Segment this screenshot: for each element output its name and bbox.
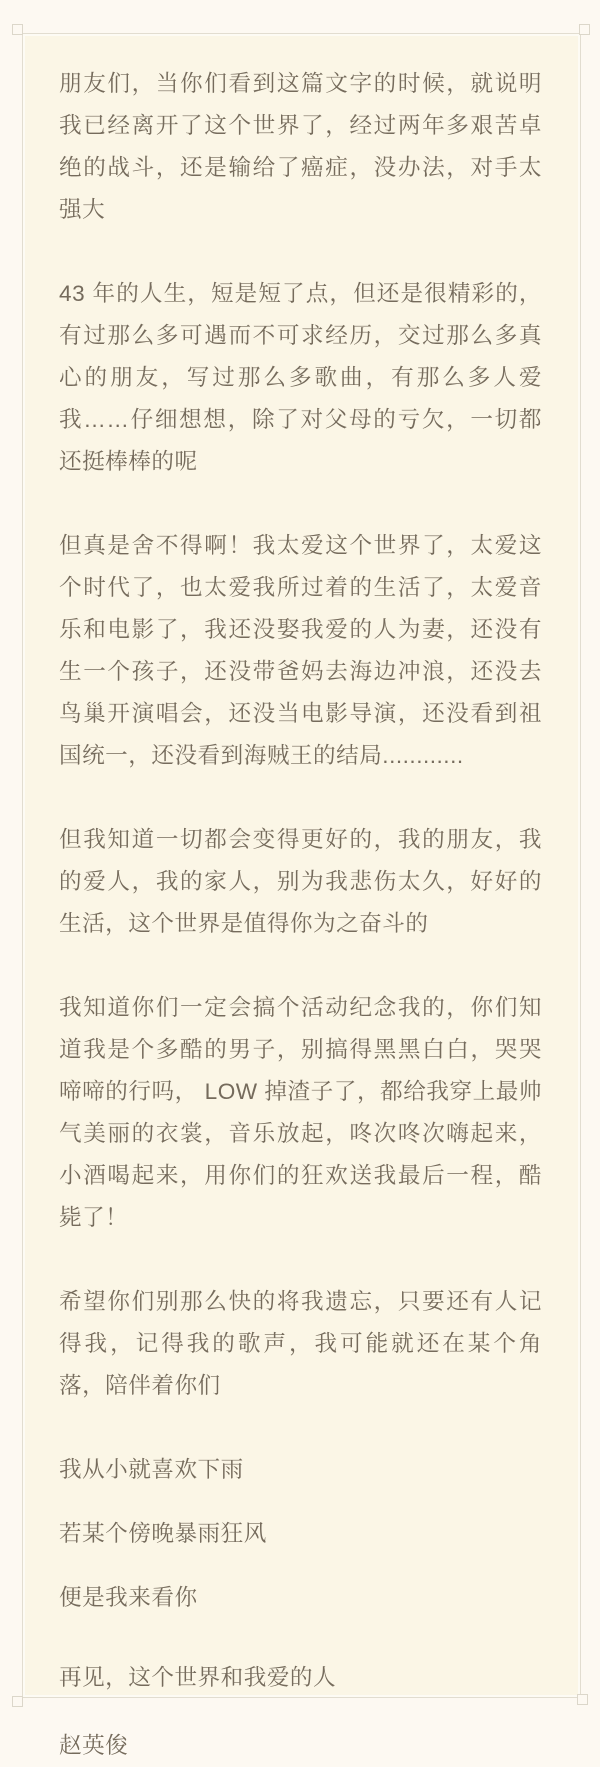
letter-paragraph: 我知道你们一定会搞个活动纪念我的，你们知道我是个多酷的男子，别搞得黑黑白白，哭哭啼啼的行吗， LOW 掉渣子了，都给我穿上最帅气美丽的衣裳，音乐放起，咚次咚次嗨起来，小酒喝起来，用你们的狂欢送我最后一程，酷毙了！ — [59, 995, 542, 1230]
letter-paragraph: 43 年的人生，短是短了点，但还是很精彩的，有过那么多可遇而不可求经历，交过那么多真心的朋友，写过那么多歌曲，有那么多人爱我……仔细想想，除了对父母的亏欠，一切都还挺棒棒的呢 — [59, 281, 542, 474]
corner-handle-bottom-left — [12, 1696, 23, 1707]
corner-handle-bottom-right — [577, 1694, 588, 1705]
letter-poem-line: 若某个傍晚暴雨狂风 — [59, 1521, 267, 1546]
letter-paragraph: 但我知道一切都会变得更好的，我的朋友，我的爱人，我的家人，别为我悲伤太久，好好的生活，这个世界是值得你为之奋斗的 — [59, 827, 542, 936]
corner-handle-top-right — [579, 24, 590, 35]
letter-paragraph: 朋友们，当你们看到这篇文字的时候，就说明我已经离开了这个世界了，经过两年多艰苦卓绝的战斗，还是输给了癌症，没办法，对手太强大 — [59, 71, 542, 222]
letter-poem-line: 便是我来看你 — [59, 1585, 198, 1610]
letter-paragraph: 希望你们别那么快的将我遗忘，只要还有人记得我，记得我的歌声，我可能就还在某个角落，陪伴着你们 — [59, 1289, 542, 1398]
letter-farewell-line: 再见，这个世界和我爱的人 — [59, 1665, 337, 1690]
letter-poem-line: 我从小就喜欢下雨 — [59, 1457, 244, 1482]
corner-handle-top-left — [12, 24, 23, 35]
letter-paragraph: 但真是舍不得啊！我太爱这个世界了，太爱这个时代了，也太爱我所过着的生活了，太爱音乐和电影了，我还没娶我爱的人为妻，还没有生一个孩子，还没带爸妈去海边冲浪，还没去鸟巢开演唱会，还没当电影导演，还没看到祖国统一，还没看到海贼王的结局............ — [59, 533, 542, 768]
letter-signature: 赵英俊 — [59, 1733, 129, 1758]
letter-content — [23, 34, 580, 1767]
letter-frame — [22, 33, 581, 1758]
